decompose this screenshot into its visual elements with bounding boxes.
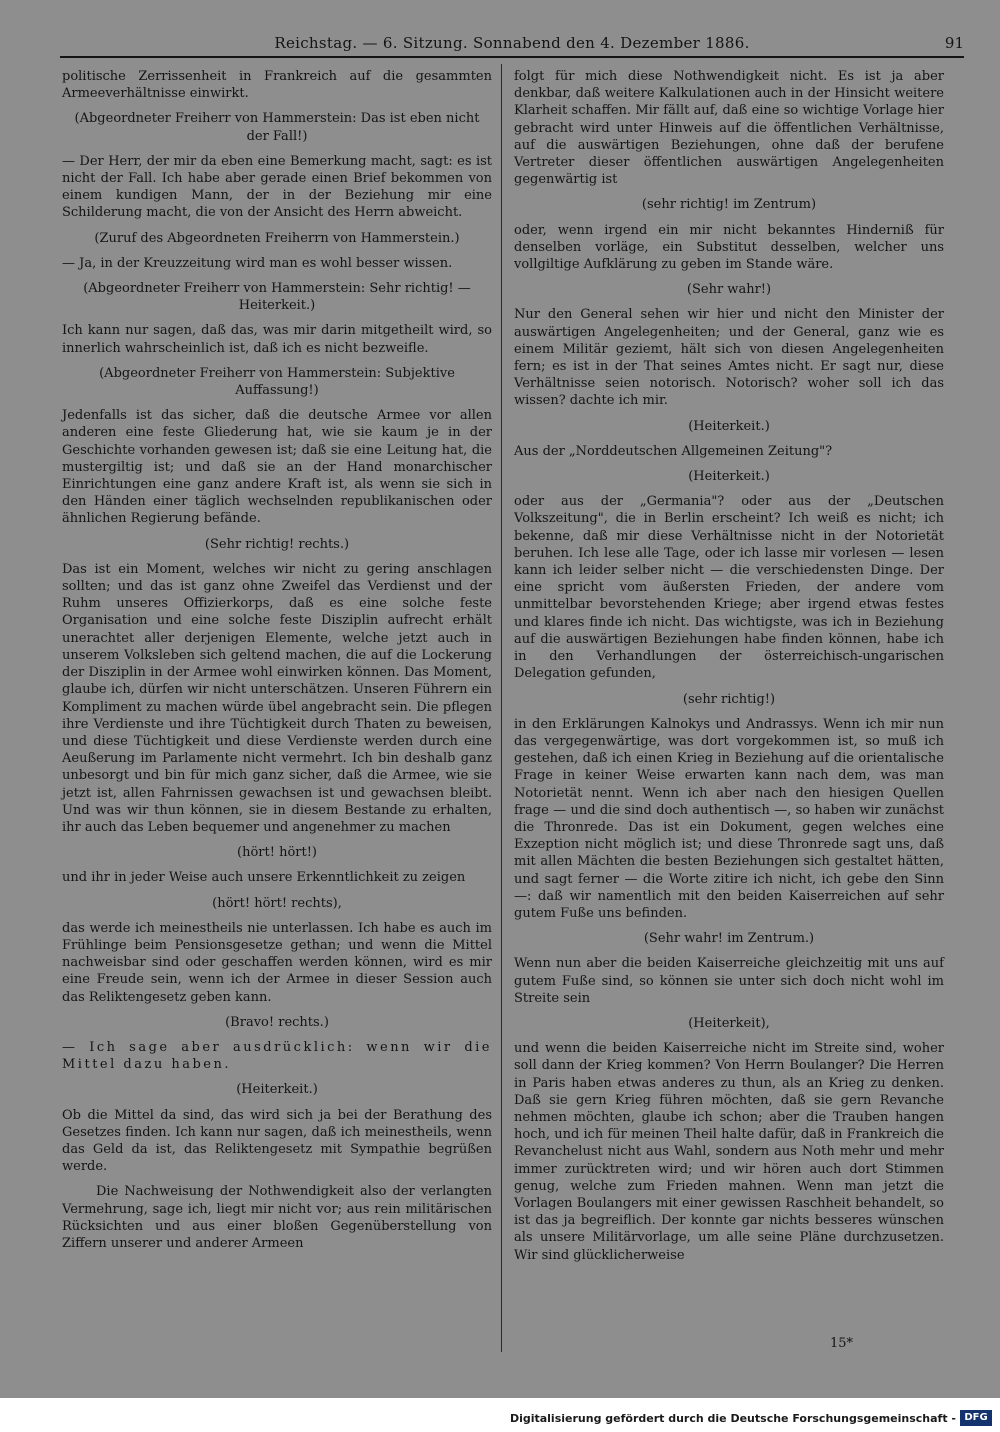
paragraph: oder, wenn irgend ein mir nicht bekanntes Hinderniß für denselben vorläge, ein Substitut desselben, welcher uns vollgiltige Aufklärung zu geben im Stande wäre. [514, 222, 944, 273]
interjection: (Heiterkeit.) [236, 1082, 318, 1098]
interjection: (Bravo! rechts.) [225, 1014, 329, 1030]
paragraph: Das ist ein Moment, welches wir nicht zu gering anschlagen sollten; und das ist ganz ohne Zweifel das Verdienst und der Ruhm unseres Offizierkorps, daß es eine solche feste Organisation und eine solche feste Disziplin aufrecht erhält unerachtet aller derjenigen Elemente, welche jetzt auch in unserem Volksleben sich geltend machen, die auf die Lockerung der Disziplin in der Armee wohl einwirken können. Das Moment, glaube ich, dürfen wir nicht unterschätzen. Unseren Führern ein Kompliment zu machen würde übel angebracht sein. Die pflegen ihre Verdienste und ihre Tüchtigkeit durch Thaten zu beweisen, und diese Tüchtigkeit und diese Verdienste werden durch eine Aeußerung im Parlamente nicht vermehrt. Ich bin deshalb ganz unbesorgt und bin für mich ganz sicher, daß die Armee, wie sie jetzt ist, allen Fahrnissen gewachsen ist und gewachsen bleibt. Und was wir thun können, sie in diesem Bestande zu erhalten, ihr auch das Leben bequemer und angenehmer zu machen [62, 561, 492, 835]
paragraph: — Ich sage aber ausdrücklich: wenn wir die Mittel dazu haben. [62, 1039, 492, 1073]
paragraph: Ich kann nur sagen, daß das, was mir darin mitgetheilt wird, so innerlich wahrscheinlich ist, daß ich es nicht bezweifle. [62, 323, 492, 356]
interjection: (Sehr wahr!) [686, 282, 772, 298]
funding-notice: Digitalisierung gefördert durch die Deutsche Forschungsgemeinschaft - [509, 1412, 956, 1425]
paragraph: Aus der „Norddeutschen Allgemeinen Zeitung"? [514, 443, 833, 459]
paragraph: und wenn die beiden Kaiserreiche nicht im Streite sind, woher soll dann der Krieg kommen? Von Herrn Boulanger? Die Herren in Paris haben etwas anderes zu thun, als an Krieg zu denken. Daß sie gern Krieg führen möchten, daß sie gern Revanche nehmen möchten, glaube ich schon; aber die Trauben hangen hoch, und ich für meinen Theil halte dafür, daß in Frankreich die Revanchelust nicht aus Wahl, sondern aus Noth mehr und mehr immer zurücktreten wird; und wir hören auch dort Stimmen genug, welche zum Frieden mahnen. Wenn man jetzt die Vorlagen Boulangers mit einer gewissen Raschheit behandelt, so ist das ja begreiflich. Der konnte gar nichts besseres wünschen als unsere Militärvorlage, um alle seine Pläne durchzusetzen. Wir sind glücklicherweise [514, 1041, 944, 1263]
page-header [60, 30, 964, 60]
interjection: (Zuruf des Abgeordneten Freiherrn von Hammerstein.) [94, 230, 460, 246]
paragraph: Wenn nun aber die beiden Kaiserreiche gleichzeitig mit uns auf gutem Fuße sind, so können sie unter sich doch nicht wohl im Streite sein [514, 956, 944, 1006]
interjection: (sehr richtig!) [682, 691, 776, 707]
paragraph: Die Nachweisung der Nothwendigkeit also der verlangten Vermehrung, sage ich, liegt mir nicht vor; aus rein militärischen Rücksichten und aus einer bloßen Gegenüberstellung von Ziffern unserer und anderer Armeen [62, 1184, 492, 1251]
paragraph: das werde ich meinestheils nie unterlassen. Ich habe es auch im Frühlinge beim Pensionsgesetze gethan; und wenn die Mittel nachweisbar sind oder geschaffen werden können, wird es mir eine Freude sein, wenn ich der Armee in dieser Session auch das Reliktengesetz geben kann. [62, 920, 492, 1005]
column-divider [501, 64, 502, 1352]
right-column [514, 68, 944, 1272]
interjection: (sehr richtig! im Zentrum) [641, 197, 817, 213]
paragraph: politische Zerrissenheit in Frankreich auf die gesammten Armeeverhältnisse einwirkt. [62, 69, 492, 102]
interjection: (Sehr richtig! rechts.) [204, 536, 350, 552]
interjection: (Heiterkeit), [688, 1015, 770, 1031]
paragraph: Jedenfalls ist das sicher, daß die deutsche Armee vor allen anderen eine feste Gliederung hat, wie sie kaum je in der Geschichte vorhanden gewesen ist; daß sie eine Leitung hat, die mustergiltig ist; und daß sie an der Hand monarchischer Einrichtungen eine ganz andere Kraft ist, als wenn sie sich in den Händen einer täglich wechselnden republikanischen oder ähnlichen Regierung befände. [62, 408, 492, 527]
dfg-logo: DFG [960, 1410, 992, 1426]
footer-bar [0, 1398, 1000, 1432]
interjection: (hört! hört! rechts), [212, 895, 342, 911]
sheet-signature: 15* [830, 1336, 854, 1351]
header-rule [60, 56, 964, 58]
paragraph: — Der Herr, der mir da eben eine Bemerkung macht, sagt: es ist nicht der Fall. Ich habe aber gerade einen Brief bekommen von einem kundigen Mann, der in der Beziehung mir eine Schilderung macht, die von der Ansicht des Herrn abweicht. [62, 153, 492, 221]
interjection: (Abgeordneter Freiherr von Hammerstein: Sehr richtig! — Heiterkeit.) [83, 281, 471, 314]
interjection: (Heiterkeit.) [688, 469, 770, 485]
interjection: (Abgeordneter Freiherr von Hammerstein: Das ist eben nicht der Fall!) [74, 111, 480, 144]
paragraph: und ihr in jeder Weise auch unsere Erkenntlichkeit zu zeigen [62, 870, 466, 886]
paragraph: Nur den General sehen wir hier und nicht den Minister der auswärtigen Angelegenheiten; und der General, ganz wie es einem Militär geziemt, hält sich von diesen Angelegenheiten fern; es ist in der That seines Amtes nicht. Er sagt nur, diese Verhältnisse seien notorisch. Notorisch? woher soll ich das wissen? dachte ich mir. [514, 307, 944, 409]
left-column [62, 68, 492, 1260]
page-title: Reichstag. — 6. Sitzung. Sonnabend den 4. Dezember 1886. [274, 34, 750, 52]
interjection: (hört! hört!) [237, 845, 317, 861]
paragraph: — Ja, in der Kreuzzeitung wird man es wohl besser wissen. [62, 255, 453, 271]
paragraph: Ob die Mittel da sind, das wird sich ja bei der Berathung des Gesetzes finden. Ich kann nur sagen, daß ich meinestheils, wenn das Geld da ist, das Reliktengesetz mit Sympathie begrüßen werde. [62, 1107, 492, 1175]
paragraph: in den Erklärungen Kalnokys und Andrassys. Wenn ich mir nun das vergegenwärtige, was dort vorgekommen ist, so muß ich gestehen, daß ich einen Krieg in Beziehung auf die orientalische Frage in keiner Weise erwarten kann nach dem, was man Notorietät nennt. Wenn ich aber nach den hiesigen Quellen frage — und die sind doch authentisch —, so haben wir zunächst die Thronrede. Das ist ein Dokument, gegen welches eine Exzeption nicht möglich ist; und diese Thronrede sagt uns, daß mit allen Mächten die besten Beziehungen sich gestaltet hätten, und sagt ferner — die Worte zitire ich nicht, ich gebe den Sinn —: daß wir namentlich mit den beiden Kaiserreichen auf sehr gutem Fuße uns befinden. [514, 716, 944, 921]
paragraph: folgt für mich diese Nothwendigkeit nicht. Es ist ja aber denkbar, daß weitere Kalkulationen auch in der Hinsicht weitere Klarheit schaffen. Mir fällt auf, daß eine so wichtige Vorlage hier gebracht wird unter Hinweis auf die öffentlichen Verhältnisse, auf die auswärtigen Beziehungen, ohne daß der berufene Vertreter dieser öffentlichen auswärtigen Angelegenheiten gegenwärtig ist [514, 69, 944, 188]
paragraph: oder aus der „Germania"? oder aus der „Deutschen Volkszeitung", die in Berlin erscheint? Ich weiß es nicht; ich bekenne, daß mir diese Verhältnisse nicht in der Notorietät beruhen. Ich lese alle Tage, oder ich lasse mir vorlesen — lesen kann ich leider selber nicht — die verschiedensten Dinge. Der eine spricht vom äußersten Frieden, der andere vom unmittelbar bevorstehenden Kriege; aber irgend etwas festes und klares finde ich nicht. Das wichtigste, was ich in Beziehung auf die auswärtigen Beziehungen habe finden können, habe ich in den Verhandlungen der österreichisch-ungarischen Delegation gefunden, [514, 494, 944, 682]
interjection: (Sehr wahr! im Zentrum.) [643, 931, 815, 947]
interjection: (Abgeordneter Freiherr von Hammerstein: Subjektive Auffassung!) [99, 365, 455, 399]
interjection: (Heiterkeit.) [688, 418, 770, 434]
page-number: 91 [944, 34, 964, 52]
